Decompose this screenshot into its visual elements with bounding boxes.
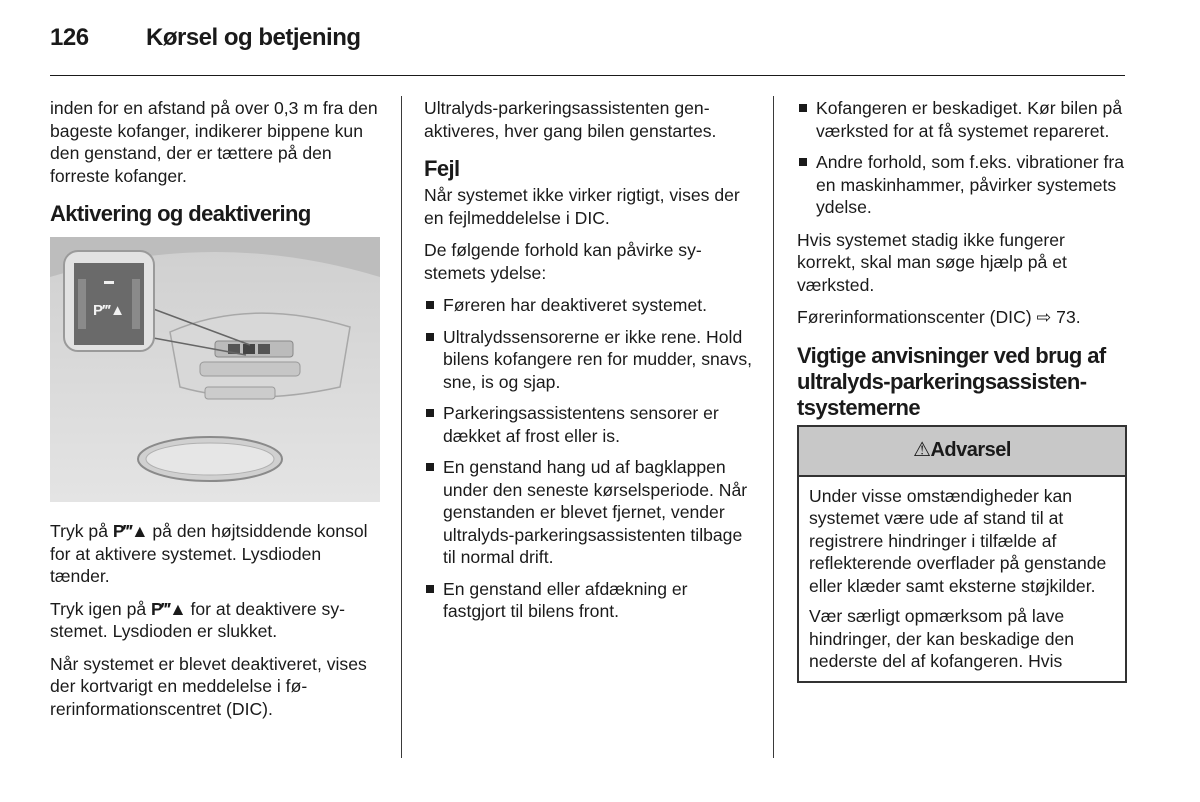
warning-header [799,427,1125,477]
column-divider-1 [401,96,402,758]
parking-assist-icon: P‴▲ [151,598,186,619]
column-2 [424,97,754,633]
section-heading-activation: Aktivering og deaktivering [50,201,311,226]
column-divider-2 [773,96,774,758]
page-reference-arrow-icon: ⇨ [1036,307,1052,327]
overhead-console-illustration [50,237,380,502]
col2-intro: Ultralyds-parkeringsassistenten genaktiveres, hver gang bilen genstartes. [424,98,717,141]
list-item: Andre forhold, som f.eks. vibrationer fra en maskinhammer, påvirker systemets ydelse. [797,151,1127,219]
col1-para-activate: Tryk på P‴▲ på den højtsiddende konsol for at aktivere systemet. Lysdioden tænder. [50,521,368,586]
col1-intro: inden for en afstand på over 0,3 m fra den bageste kofanger, indikerer bippene kun den genstand, der er tættere på den forreste kofanger. [50,98,378,186]
condition-list-continued [797,97,1127,219]
condition-list [424,294,754,623]
col3-para-1: Hvis systemet stadig ikke fungerer korrekt, skal man søge hjælp på et værksted. [797,229,1067,295]
chapter-title: Kørsel og betjening [146,24,361,51]
warning-body [799,477,1125,673]
list-item: Føreren har deaktiveret systemet. [424,294,754,317]
col2-para-1: Når systemet ikke virker rigtigt, vises der en fejlmeddelelse i DIC. [424,185,740,228]
warning-triangle-icon: ⚠ [913,439,931,462]
warning-para-2: Vær særligt opmærksom på lave hindringer, der kan beskadige den nederste del af kofangeren. Hvis [809,606,1075,671]
section-heading-fault: Fejl [424,156,460,181]
header-rule [50,75,1125,76]
list-item: Kofangeren er beskadiget. Kør bilen på værksted for at få systemet repareret. [797,97,1127,142]
section-heading-notes: Vigtige anvisninger ved brug af ultralyds-parkeringsassistentsystemerne [797,342,1106,420]
warning-para-1: Under visse omstændigheder kan systemet være ude af stand til at registrere hindringer i tilfælde af reflekterende overflader på genstande eller klæder samt eksterne støjkilder. [809,485,1107,596]
col2-para-2: De følgende forhold kan påvirke systemets ydelse: [424,240,702,283]
list-item: Parkeringsassistentens sensorer er dækket af frost eller is. [424,402,754,447]
cross-reference: Førerinformationscenter (DIC) ⇨ 73. [797,307,1081,327]
page-number: 126 [50,24,89,51]
column-1 [50,97,384,730]
col1-para-deactivate: Tryk igen på P‴▲ for at deaktivere systemet. Lysdioden er slukket. [50,598,346,641]
page-header [50,24,361,56]
parking-assist-icon: P‴▲ [112,521,148,541]
list-item: En genstand hang ud af bagklappen under den seneste kørselsperiode. Når genstanden er blevet fjernet, vender ultralyds-parkeringsassistenten tilbage til normal drift. [424,456,754,569]
list-item: En genstand eller afdækning er fastgjort til bilens front. [424,578,754,623]
warning-box [797,425,1127,683]
col1-para-deactivated: Når systemet er blevet deaktiveret, vises der kortvarigt en meddelelse i førerinformationscentret (DIC). [50,653,367,719]
list-item: Ultralydssensorerne er ikke rene. Hold bilens kofangere ren for mudder, snavs, sne, is og sjap. [424,326,754,394]
parking-assist-button-label: P‴▲ [92,302,126,319]
warning-title: Advarsel [930,439,1011,462]
column-3 [797,97,1127,683]
